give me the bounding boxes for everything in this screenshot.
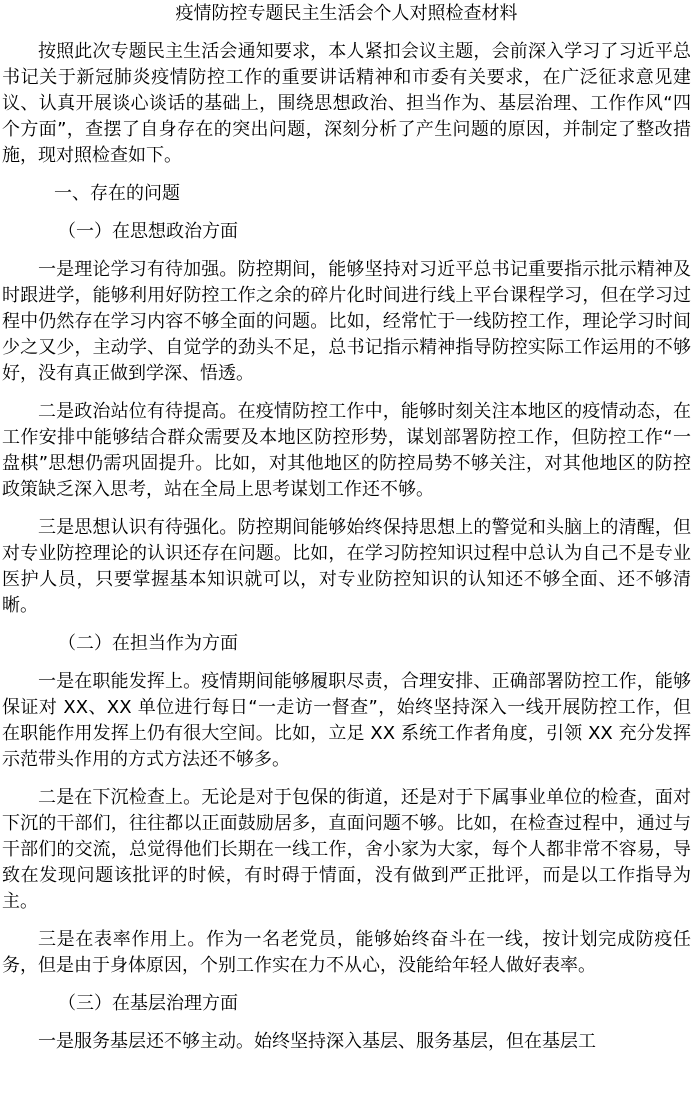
intro-paragraph: 按照此次专题民主生活会通知要求，本人紧扣会议主题，会前深入学习了习近平总书记关于新冠肺炎疫情防控工作的重要讲话精神和市委有关要求，在广泛征求意见建议、认真开展谈心谈话的基础上，围绕思想政治、担当作为、基层治理、工作作风“四个方面”，查摆了自身存在的突出问题，深刻分析了产生问题的原因，并制定了整改措施，现对照检查如下。 xyxy=(2,41,691,166)
spacer xyxy=(0,27,693,39)
paragraph-field-inspection: 二是在下沉检查上。无论是对于包保的街道，还是对于下属事业单位的检查，面对下沉的干部们，往往都以正面鼓励居多，直面问题不够。比如，在检查过程中，通过与干部们的交流，总觉得他们长期在一线工作，舍小家为大家，每个人都非常不容易，导致在发现问题该批评的时候，有时碍于情面，没有做到严正批评，而是以工作指导为主。 xyxy=(2,787,691,912)
spacer xyxy=(0,915,693,927)
paragraph-function-role: 一是在职能发挥上。疫情期间能够履职尽责，合理安排、正确部署防控工作，能够保证对 XX、XX 单位进行每日“一走访一督查”，始终坚持深入一线开展防控工作，但在职能作用发挥上仍有很大空间。比如，立足 XX 系统工作者角度，引领 XX 充分发挥示范带头作用的方式方法还不够多。 xyxy=(2,671,691,770)
section-heading-problems: 一、存在的问题 xyxy=(54,183,180,204)
subsection-heading-ideology: （一）在思想政治方面 xyxy=(58,221,238,242)
spacer xyxy=(0,657,693,669)
paragraph-political-stance: 二是政治站位有待提高。在疫情防控工作中，能够时刻关注本地区的疫情动态，在工作安排中能够结合群众需要及本地区防控形势，谋划部署防控工作，但防控工作“一盘棋”思想仍需巩固提升。比如，对其他地区的防控局势不够关注，对其他地区的防控政策缺乏深入思考，站在全局上思考谋划工作还不够。 xyxy=(2,401,691,500)
paragraph-exemplary-role: 三是在表率作用上。作为一名老党员，能够始终奋斗在一线，按计划完成防疫任务，但是由于身体原因，个别工作实在力不从心，没能给年轻人做好表率。 xyxy=(2,929,691,976)
spacer xyxy=(0,1017,693,1029)
spacer xyxy=(0,773,693,785)
spacer xyxy=(0,979,693,991)
spacer xyxy=(0,245,693,257)
paragraph-theory-study: 一是理论学习有待加强。防控期间，能够坚持对习近平总书记重要指示批示精神及时跟进学，能够利用好防控工作之余的碎片化时间进行线上平台课程学习，但在学习过程中仍然存在学习内容不够全面的问题。比如，经常忙于一线防控工作，理论学习时间少之又少，主动学、自觉学的劲头不足，总书记指示精神指导防控实际工作运用的不够好，没有真正做到学深、悟透。 xyxy=(2,259,691,384)
document-title: 疫情防控专题民主生活会个人对照检查材料 xyxy=(175,3,518,24)
paragraph-serve-grassroots: 一是服务基层还不够主动。始终坚持深入基层、服务基层，但在基层工 xyxy=(38,1031,596,1052)
spacer xyxy=(0,169,693,181)
spacer xyxy=(0,207,693,219)
subsection-heading-responsibility: （二）在担当作为方面 xyxy=(58,633,238,654)
spacer xyxy=(0,503,693,515)
spacer xyxy=(0,619,693,631)
subsection-heading-governance: （三）在基层治理方面 xyxy=(58,993,238,1014)
spacer xyxy=(0,387,693,399)
paragraph-ideological-awareness: 三是思想认识有待强化。防控期间能够始终保持思想上的警觉和头脑上的清醒，但对专业防控理论的认识还存在问题。比如，在学习防控知识过程中总认为自己不是专业医护人员，只要掌握基本知识就可以，对专业防控知识的认知还不够全面、还不够清晰。 xyxy=(2,517,691,616)
